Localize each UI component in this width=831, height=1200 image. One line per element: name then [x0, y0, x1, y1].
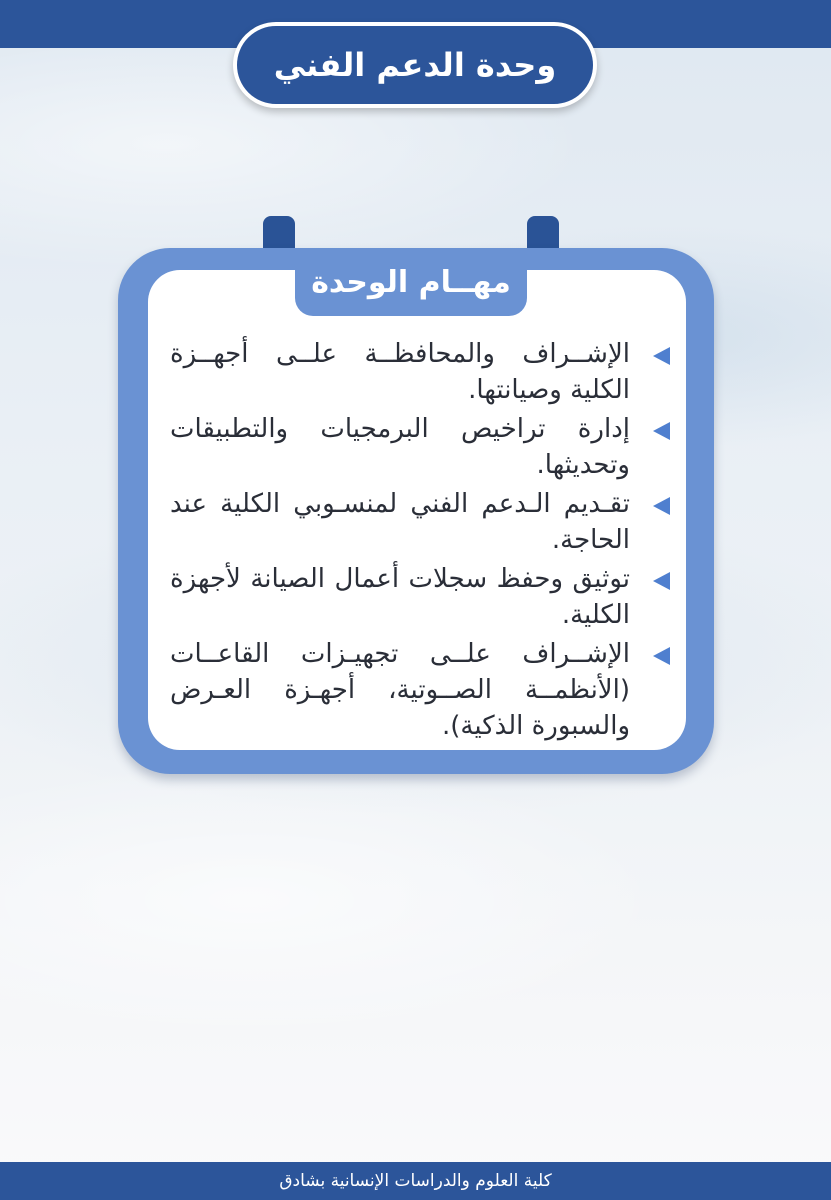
- triangle-bullet-icon: [653, 647, 670, 665]
- section-title-tab: [295, 248, 527, 316]
- section-title: مهــام الوحدة: [311, 264, 511, 300]
- list-item: [170, 561, 670, 633]
- list-item-text: توثيق وحفظ سجلات أعمال الصيانة لأجهزة الكلية.: [170, 564, 630, 630]
- list-item-text: تقـديم الـدعم الفني لمنسـوبي الكلية عند الحاجة.: [170, 489, 630, 555]
- tasks-list: [170, 336, 670, 747]
- page-title: وحدة الدعم الفني: [273, 46, 557, 84]
- triangle-bullet-icon: [653, 572, 670, 590]
- page-title-pill: [233, 22, 597, 108]
- list-item: [170, 336, 670, 408]
- list-item: [170, 411, 670, 483]
- list-item-text: الإشــراف علــى تجهيـزات القاعــات (الأنظمــة الصــوتية، أجهـزة العـرض والسبورة الذكية).: [170, 639, 630, 741]
- list-item: [170, 486, 670, 558]
- triangle-bullet-icon: [653, 347, 670, 365]
- list-item-text: إدارة تراخيص البرمجيات والتطبيقات وتحديثها.: [170, 414, 630, 480]
- footer-bar: [0, 1162, 831, 1200]
- triangle-bullet-icon: [653, 422, 670, 440]
- list-item-text: الإشــراف والمحافظــة علــى أجهــزة الكلية وصيانتها.: [170, 339, 630, 405]
- list-item: [170, 636, 670, 744]
- triangle-bullet-icon: [653, 497, 670, 515]
- footer-college-name: كلية العلوم والدراسات الإنسانية بشادق: [279, 1171, 552, 1191]
